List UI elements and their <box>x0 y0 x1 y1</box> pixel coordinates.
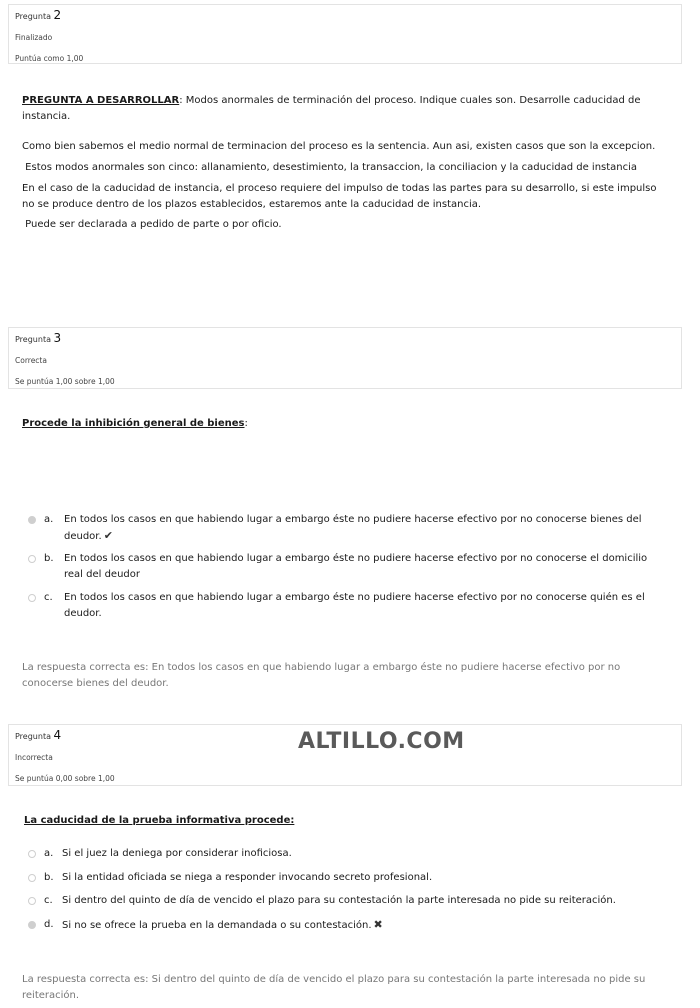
correct-answer-feedback: La respuesta correcta es: Si dentro del quinto de día de vencido el plazo para su contestación la parte interesada no pide su reiteración. <box>22 974 646 1001</box>
answer-option-a[interactable]: a. Si el juez la deniega por considerar inoficiosa. <box>28 846 668 862</box>
question-grade: Se puntúa 1,00 sobre 1,00 <box>15 377 115 386</box>
answer-option-a[interactable]: a. En todos los casos en que habiendo lugar a embargo éste no pudiere hacerse efectivo por no conocerse bienes del deudor. ✔ <box>28 512 668 545</box>
answer-paragraph: Como bien sabemos el medio normal de terminacion del proceso es la sentencia. Aun asi, existen casos que son la excepcion. <box>22 141 656 152</box>
cross-icon: ✖ <box>373 918 383 931</box>
answer-paragraph: En el caso de la caducidad de instancia, el proceso requiere del impulso de todas las partes para su desarrollo, si este impulso no se produce dentro de los plazos establecidos, estaremos ante la caducidad de instancia. <box>22 183 657 210</box>
question-status: Finalizado <box>15 33 53 42</box>
question-4-text: La caducidad de la prueba informativa procede: <box>24 815 295 826</box>
question-status: Correcta <box>15 356 47 365</box>
answer-option-b[interactable]: b. Si la entidad oficiada se niega a responder invocando secreto profesional. <box>28 870 668 886</box>
answer-option-c[interactable]: c. Si dentro del quinto de día de vencido el plazo para su contestación la parte interesada no pide su reiteración. <box>28 893 668 909</box>
answer-option-c[interactable]: c. En todos los casos en que habiendo lugar a embargo éste no pudiere hacerse efectivo por no conocerse quién es el deudor. <box>28 590 668 622</box>
radio-icon[interactable] <box>28 897 36 905</box>
question-2-text: PREGUNTA A DESARROLLAR: Modos anormales de terminación del proceso. Indique cuales son. Desarrolle caducidad de instancia. <box>22 95 641 122</box>
question-grade: Puntúa como 1,00 <box>15 54 84 63</box>
question-number: Pregunta 2 <box>15 8 62 22</box>
answer-paragraph: Estos modos anormales son cinco: allanamiento, desestimiento, la transaccion, la conciliacion y la caducidad de instancia <box>22 162 638 173</box>
correct-answer-feedback: La respuesta correcta es: En todos los casos en que habiendo lugar a embargo éste no pudiere hacerse efectivo por no conocerse bienes del deudor. <box>22 662 621 689</box>
radio-icon[interactable] <box>28 555 36 563</box>
answer-option-b[interactable]: b. En todos los casos en que habiendo lugar a embargo éste no pudiere hacerse efectivo por no conocerse el domicilio real del deudor <box>28 551 668 583</box>
answer-paragraph: Puede ser declarada a pedido de parte o por oficio. <box>22 219 282 230</box>
radio-selected-icon[interactable] <box>28 516 36 524</box>
question-status: Incorrecta <box>15 753 53 762</box>
answer-option-d[interactable]: d. Si no se ofrece la prueba en la demandada o su contestación. ✖ <box>28 917 668 934</box>
radio-selected-icon[interactable] <box>28 921 36 929</box>
radio-icon[interactable] <box>28 594 36 602</box>
check-icon: ✔ <box>103 529 113 542</box>
question-3-info <box>8 327 682 389</box>
question-grade: Se puntúa 0,00 sobre 1,00 <box>15 774 115 783</box>
radio-icon[interactable] <box>28 850 36 858</box>
question-3-text: Procede la inhibición general de bienes: <box>22 418 248 429</box>
question-number: Pregunta 4 <box>15 728 62 742</box>
watermark: ALTILLO.COM <box>298 729 465 754</box>
question-2-info <box>8 4 682 64</box>
radio-icon[interactable] <box>28 874 36 882</box>
question-number: Pregunta 3 <box>15 331 62 345</box>
